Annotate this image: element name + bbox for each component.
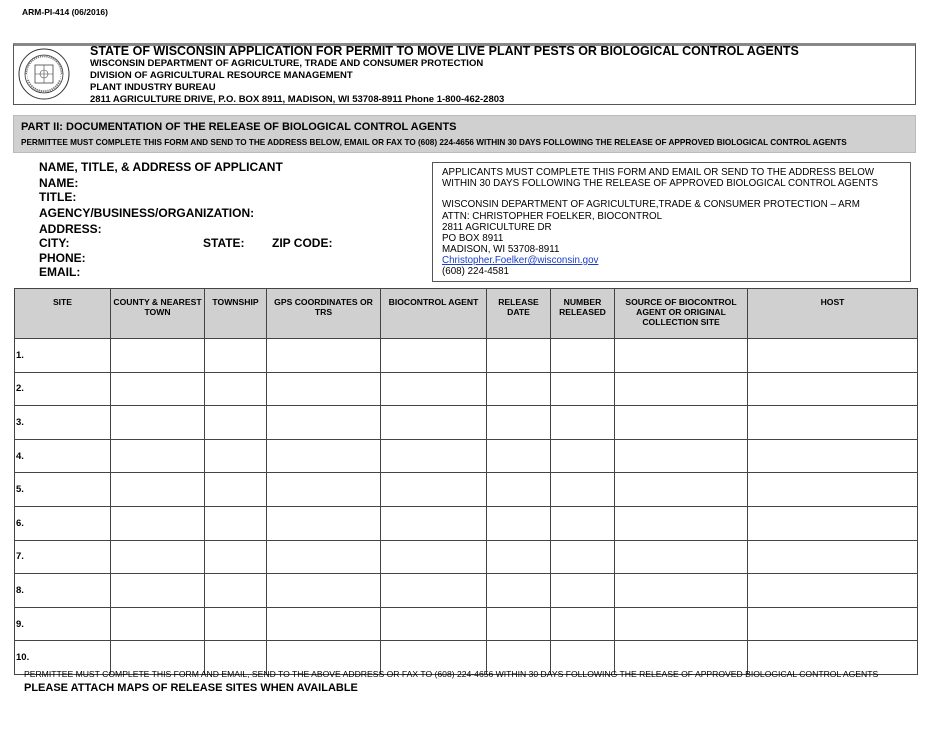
entry-cell[interactable] — [551, 607, 615, 641]
address-label[interactable]: ADDRESS: — [39, 222, 102, 236]
entry-cell[interactable] — [748, 574, 918, 608]
entry-cell[interactable] — [551, 473, 615, 507]
entry-cell[interactable] — [111, 473, 205, 507]
entry-cell[interactable] — [267, 372, 381, 406]
entry-cell[interactable] — [551, 506, 615, 540]
mail-instructions-1: APPLICANTS MUST COMPLETE THIS FORM AND EMAIL OR SEND TO THE ADDRESS BELOW — [442, 167, 875, 178]
footer-attach: PLEASE ATTACH MAPS OF RELEASE SITES WHEN AVAILABLE — [24, 682, 358, 694]
mail-address-5: MADISON, WI 53708-8911 — [442, 244, 560, 255]
table-row — [15, 574, 918, 608]
site-cell[interactable]: 8. — [15, 574, 111, 608]
entry-cell[interactable] — [205, 339, 267, 373]
header-department: WISCONSIN DEPARTMENT OF AGRICULTURE, TRADE AND CONSUMER PROTECTION — [90, 58, 484, 69]
entry-cell[interactable] — [748, 372, 918, 406]
table-row — [15, 473, 918, 507]
mail-phone: (608) 224-4581 — [442, 266, 509, 277]
entry-cell[interactable] — [205, 506, 267, 540]
col-gps: GPS COORDINATES OR TRS — [267, 289, 381, 339]
col-source: SOURCE OF BIOCONTROL AGENT OR ORIGINAL COLLECTION SITE — [615, 289, 748, 339]
site-cell[interactable]: 9. — [15, 607, 111, 641]
form-title: STATE OF WISCONSIN APPLICATION FOR PERMIT TO MOVE LIVE PLANT PESTS OR BIOLOGICAL CONTROL AGENTS — [90, 44, 799, 58]
entry-cell[interactable] — [267, 439, 381, 473]
entry-cell[interactable] — [381, 406, 487, 440]
entry-cell[interactable] — [615, 372, 748, 406]
col-release-date: RELEASE DATE — [487, 289, 551, 339]
entry-cell[interactable] — [615, 406, 748, 440]
entry-cell[interactable] — [748, 540, 918, 574]
site-cell[interactable]: 1. — [15, 339, 111, 373]
entry-cell[interactable] — [381, 574, 487, 608]
zip-label[interactable]: ZIP CODE: — [272, 236, 333, 250]
mail-address-4: PO BOX 8911 — [442, 233, 504, 244]
site-cell[interactable]: 6. — [15, 506, 111, 540]
entry-cell[interactable] — [205, 540, 267, 574]
entry-cell[interactable] — [205, 439, 267, 473]
site-cell[interactable]: 5. — [15, 473, 111, 507]
entry-cell[interactable] — [748, 339, 918, 373]
entry-cell[interactable] — [551, 439, 615, 473]
footer-note: PERMITTEE MUST COMPLETE THIS FORM AND EMAIL, SEND TO THE ABOVE ADDRESS OR FAX TO (608) 224-4656 WITHIN 30 DAYS FOLLOWING THE RELEASE OF APPROVED BIOLOGICAL CONTROL AGENTS — [24, 669, 879, 679]
entry-cell[interactable] — [615, 473, 748, 507]
entry-cell[interactable] — [551, 540, 615, 574]
entry-cell[interactable] — [487, 540, 551, 574]
name-label[interactable]: NAME: — [39, 176, 79, 190]
entry-cell[interactable] — [381, 439, 487, 473]
entry-cell[interactable] — [748, 607, 918, 641]
table-row — [15, 540, 918, 574]
entry-cell[interactable] — [267, 339, 381, 373]
entry-cell[interactable] — [111, 439, 205, 473]
entry-cell[interactable] — [111, 406, 205, 440]
entry-cell[interactable] — [487, 406, 551, 440]
col-agent: BIOCONTROL AGENT — [381, 289, 487, 339]
entry-cell[interactable] — [381, 506, 487, 540]
entry-cell[interactable] — [267, 473, 381, 507]
table-row — [15, 372, 918, 406]
entry-cell[interactable] — [111, 574, 205, 608]
entry-cell[interactable] — [267, 574, 381, 608]
entry-cell[interactable] — [551, 339, 615, 373]
header-bureau: PLANT INDUSTRY BUREAU — [90, 82, 216, 93]
part-subtitle: PERMITTEE MUST COMPLETE THIS FORM AND SEND TO THE ADDRESS BELOW, EMAIL OR FAX TO (608) 224-4656 WITHIN 30 DAYS FOLLOWING THE RELEASE OF APPROVED BIOLOGICAL CONTROL AGENTS — [21, 138, 847, 147]
entry-cell[interactable] — [111, 372, 205, 406]
col-site: SITE — [15, 289, 111, 339]
city-label[interactable]: CITY: — [39, 236, 70, 250]
col-county: COUNTY & NEAREST TOWN — [111, 289, 205, 339]
entry-cell[interactable] — [748, 439, 918, 473]
header-division: DIVISION OF AGRICULTURAL RESOURCE MANAGEMENT — [90, 70, 353, 81]
mail-address-1: WISCONSIN DEPARTMENT OF AGRICULTURE,TRADE & CONSUMER PROTECTION – ARM — [442, 199, 860, 210]
entry-cell[interactable] — [487, 439, 551, 473]
site-cell[interactable]: 10. — [15, 641, 111, 675]
entry-cell[interactable] — [205, 406, 267, 440]
header-address: 2811 AGRICULTURE DRIVE, P.O. BOX 8911, MADISON, WI 53708-8911 Phone 1-800-462-2803 — [90, 94, 505, 105]
entry-cell[interactable] — [381, 540, 487, 574]
site-cell[interactable]: 3. — [15, 406, 111, 440]
applicant-heading: NAME, TITLE, & ADDRESS OF APPLICANT — [39, 160, 283, 174]
table-row — [15, 506, 918, 540]
form-id: ARM-PI-414 (06/2016) — [22, 7, 108, 17]
entry-cell[interactable] — [615, 574, 748, 608]
entry-cell[interactable] — [487, 473, 551, 507]
entry-cell[interactable] — [551, 574, 615, 608]
entry-cell[interactable] — [551, 372, 615, 406]
table-row — [15, 439, 918, 473]
entry-cell[interactable] — [487, 506, 551, 540]
entry-cell[interactable] — [267, 506, 381, 540]
mail-instructions-2: WITHIN 30 DAYS FOLLOWING THE RELEASE OF APPROVED BIOLOGICAL CONTROL AGENTS — [442, 178, 879, 189]
mail-address-3: 2811 AGRICULTURE DR — [442, 222, 552, 233]
part-title: PART II: DOCUMENTATION OF THE RELEASE OF BIOLOGICAL CONTROL AGENTS — [21, 121, 457, 133]
agency-label[interactable]: AGENCY/BUSINESS/ORGANIZATION: — [39, 206, 255, 220]
entry-cell[interactable] — [487, 339, 551, 373]
entry-cell[interactable] — [111, 540, 205, 574]
state-label[interactable]: STATE: — [203, 236, 245, 250]
mail-address-2: ATTN: CHRISTOPHER FOELKER, BIOCONTROL — [442, 211, 663, 222]
entry-cell[interactable] — [205, 473, 267, 507]
entry-cell[interactable] — [748, 406, 918, 440]
entry-cell[interactable] — [381, 372, 487, 406]
entry-cell[interactable] — [748, 506, 918, 540]
entry-cell[interactable] — [267, 406, 381, 440]
entry-cell[interactable] — [615, 439, 748, 473]
title-label[interactable]: TITLE: — [39, 190, 77, 204]
table-row — [15, 339, 918, 373]
state-seal-icon — [18, 48, 70, 100]
site-cell[interactable]: 7. — [15, 540, 111, 574]
entry-cell[interactable] — [487, 607, 551, 641]
table-row — [15, 607, 918, 641]
entry-cell[interactable] — [111, 607, 205, 641]
entry-cell[interactable] — [487, 574, 551, 608]
entry-cell[interactable] — [111, 339, 205, 373]
entry-cell[interactable] — [111, 506, 205, 540]
site-cell[interactable]: 4. — [15, 439, 111, 473]
email-link[interactable]: Christopher.Foelker@wisconsin.gov — [442, 255, 599, 266]
entry-cell[interactable] — [615, 607, 748, 641]
col-number-released: NUMBER RELEASED — [551, 289, 615, 339]
entry-cell[interactable] — [205, 574, 267, 608]
entry-cell[interactable] — [381, 339, 487, 373]
entry-cell[interactable] — [381, 607, 487, 641]
release-table — [14, 288, 918, 675]
entry-cell[interactable] — [205, 372, 267, 406]
entry-cell[interactable] — [381, 473, 487, 507]
col-township: TOWNSHIP — [205, 289, 267, 339]
phone-label[interactable]: PHONE: — [39, 251, 86, 265]
entry-cell[interactable] — [748, 473, 918, 507]
entry-cell[interactable] — [615, 339, 748, 373]
entry-cell[interactable] — [267, 540, 381, 574]
email-label[interactable]: EMAIL: — [39, 265, 81, 279]
table-row — [15, 406, 918, 440]
entry-cell[interactable] — [205, 607, 267, 641]
table-header-row — [15, 289, 918, 339]
entry-cell[interactable] — [615, 540, 748, 574]
entry-cell[interactable] — [267, 607, 381, 641]
entry-cell[interactable] — [615, 506, 748, 540]
entry-cell[interactable] — [551, 406, 615, 440]
site-cell[interactable]: 2. — [15, 372, 111, 406]
col-host: HOST — [748, 289, 918, 339]
entry-cell[interactable] — [487, 372, 551, 406]
